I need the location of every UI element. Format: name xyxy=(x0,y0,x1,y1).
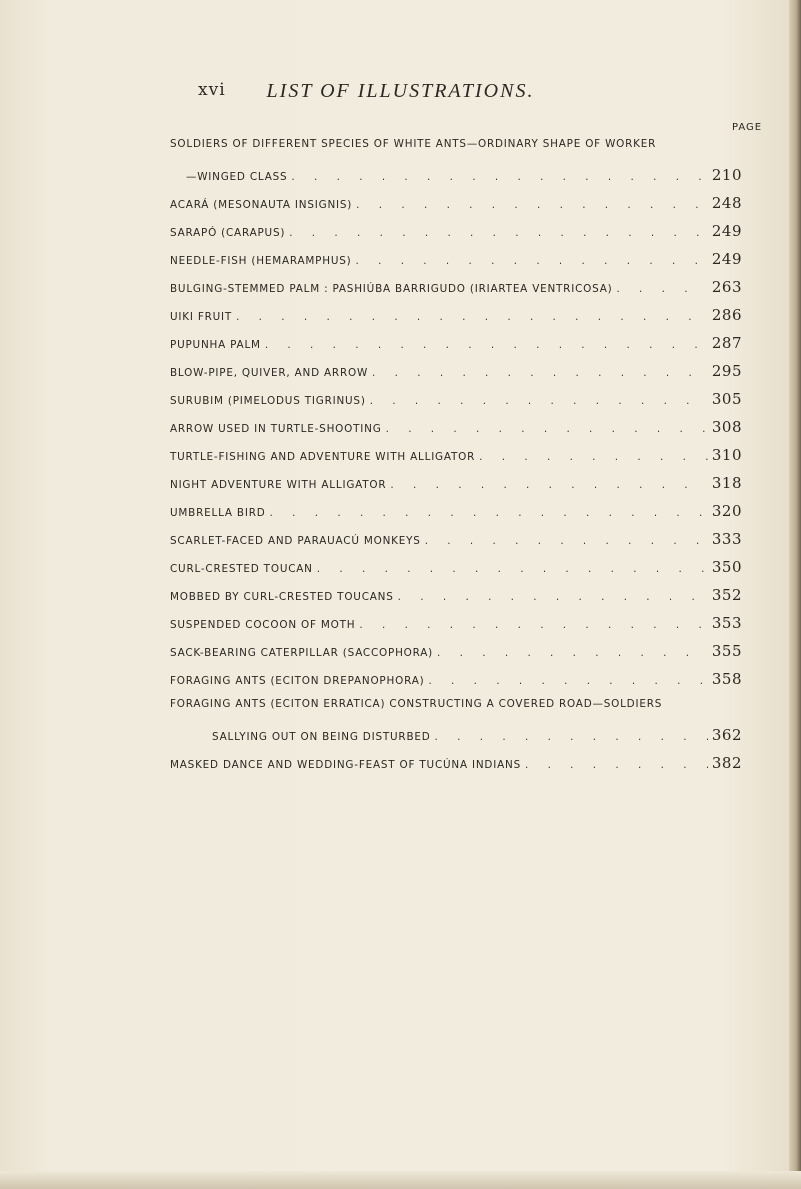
entry-title: PUPUNHA PALM xyxy=(170,339,261,351)
list-entry xyxy=(170,614,742,636)
list-entry xyxy=(170,194,742,216)
entry-title: SARAPÓ (CARAPUS) xyxy=(170,227,286,239)
entry-page: 358 xyxy=(711,670,742,688)
dot-leader xyxy=(291,171,707,183)
entry-title: BULGING-STEMMED PALM : PASHIÚBA BARRIGUDO (IRIARTEA VENTRICOSA) xyxy=(170,283,613,295)
dot-leader xyxy=(437,647,708,659)
entry-title: NEEDLE-FISH (HEMARAMPHUS) xyxy=(170,255,352,267)
entry-title: CURL-CRESTED TOUCAN xyxy=(170,563,313,575)
list-entry xyxy=(170,278,742,300)
list-entry xyxy=(170,558,742,580)
dot-leader xyxy=(289,227,708,239)
dot-leader xyxy=(386,423,708,435)
list-entry xyxy=(170,306,742,328)
entry-title: ARROW USED IN TURTLE-SHOOTING xyxy=(170,423,382,435)
list-entry xyxy=(170,446,742,468)
dot-leader xyxy=(616,283,707,295)
list-entry xyxy=(170,390,742,412)
list-entry xyxy=(170,502,742,524)
entry-title: SALLYING OUT ON BEING DISTURBED xyxy=(212,731,431,743)
dot-leader xyxy=(355,255,707,267)
list-entry xyxy=(170,418,742,440)
entry-page: 310 xyxy=(711,446,742,464)
entry-page: 287 xyxy=(711,334,742,352)
entry-page: 308 xyxy=(711,418,742,436)
dot-leader xyxy=(479,451,708,463)
entry-first-line: SOLDIERS OF DIFFERENT SPECIES OF WHITE ANTS—ORDINARY SHAPE OF WORKER xyxy=(170,138,657,150)
entry-title: ACARÁ (MESONAUTA INSIGNIS) xyxy=(170,199,353,211)
dot-leader xyxy=(372,367,708,379)
entry-page: 210 xyxy=(711,166,742,184)
dot-leader xyxy=(370,395,708,407)
entry-page: 350 xyxy=(711,558,742,576)
entry-page: 249 xyxy=(711,250,742,268)
dot-leader xyxy=(270,507,708,519)
list-entry xyxy=(170,222,742,244)
dot-leader xyxy=(390,479,707,491)
list-entry xyxy=(170,530,742,552)
entry-title: UMBRELLA BIRD xyxy=(170,507,266,519)
entry-title: FORAGING ANTS (ECITON DREPANOPHORA) xyxy=(170,675,425,687)
dot-leader xyxy=(428,675,707,687)
entry-title: SUSPENDED COCOON OF MOTH xyxy=(170,619,356,631)
entry-page: 248 xyxy=(711,194,742,212)
entry-page: 320 xyxy=(711,502,742,520)
dot-leader xyxy=(435,731,708,743)
entry-page: 295 xyxy=(711,362,742,380)
entry-title: MASKED DANCE AND WEDDING-FEAST OF TUCÚNA INDIANS xyxy=(170,759,521,771)
entry-page: 355 xyxy=(711,642,742,660)
entry-page: 249 xyxy=(711,222,742,240)
list-entry xyxy=(170,754,742,776)
dot-leader xyxy=(525,759,708,771)
entry-page: 353 xyxy=(711,614,742,632)
dot-leader xyxy=(359,619,708,631)
dot-leader xyxy=(398,591,708,603)
list-entry xyxy=(170,250,742,272)
dot-leader xyxy=(317,563,708,575)
entry-title: NIGHT ADVENTURE WITH ALLIGATOR xyxy=(170,479,387,491)
folio-number: xvi xyxy=(198,80,226,100)
entry-title: —WINGED CLASS xyxy=(186,171,288,183)
entry-page: 305 xyxy=(711,390,742,408)
dot-leader xyxy=(356,199,708,211)
entry-page: 318 xyxy=(711,474,742,492)
entry-page: 362 xyxy=(711,726,742,744)
entry-title: SCARLET-FACED AND PARAUACÚ MONKEYS xyxy=(170,535,421,547)
dot-leader xyxy=(425,535,708,547)
dot-leader xyxy=(236,311,708,323)
entry-page: 382 xyxy=(711,754,742,772)
running-title: LIST OF ILLUSTRATIONS. xyxy=(266,80,535,102)
list-entry xyxy=(170,586,742,608)
list-entry xyxy=(170,334,742,356)
dot-leader xyxy=(265,339,708,351)
entry-title: BLOW-PIPE, QUIVER, AND ARROW xyxy=(170,367,369,379)
list-entry xyxy=(170,362,742,384)
list-entry xyxy=(170,642,742,664)
entry-page: 333 xyxy=(711,530,742,548)
entry-title: MOBBED BY CURL-CRESTED TOUCANS xyxy=(170,591,394,603)
entry-page: 263 xyxy=(711,278,742,296)
list-entry xyxy=(186,166,742,188)
entry-title: SURUBIM (PIMELODUS TIGRINUS) xyxy=(170,395,366,407)
entry-title: SACK-BEARING CATERPILLAR (SACCOPHORA) xyxy=(170,647,434,659)
entry-page: 286 xyxy=(711,306,742,324)
entry-first-line: FORAGING ANTS (ECITON ERRATICA) CONSTRUCTING A COVERED ROAD—SOLDIERS xyxy=(170,698,663,710)
page-column-label: PAGE xyxy=(732,122,763,133)
list-entry xyxy=(170,474,742,496)
entry-page: 352 xyxy=(711,586,742,604)
entry-title: TURTLE-FISHING AND ADVENTURE WITH ALLIGATOR xyxy=(170,451,476,463)
list-entry xyxy=(212,726,742,748)
entry-title: UIKI FRUIT xyxy=(170,311,233,323)
list-entry xyxy=(170,670,742,692)
